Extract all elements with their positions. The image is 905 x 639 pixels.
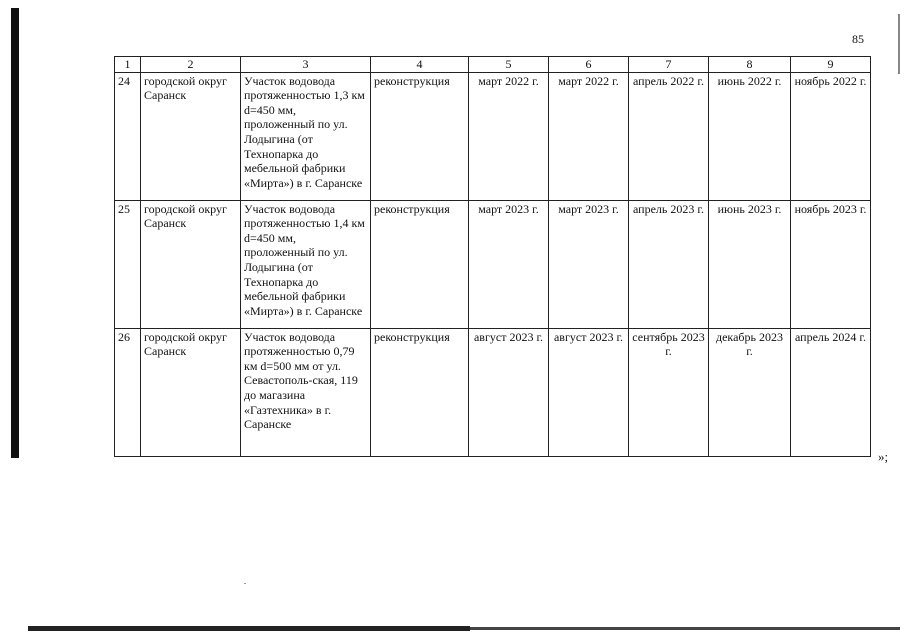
district-cell: городской округ Саранск bbox=[141, 200, 241, 328]
table-header-row bbox=[115, 57, 871, 73]
date-cell: ноябрь 2023 г. bbox=[791, 200, 871, 328]
date-cell: декабрь 2023 г. bbox=[709, 328, 791, 456]
object-cell: Участок водовода протяженностью 1,3 км d=450 мм, проложенный по ул. Лодыгина (от Технопарка до мебельной фабрики «Мирта») в г. Саранске bbox=[241, 72, 371, 200]
district-cell: городской округ Саранск bbox=[141, 328, 241, 456]
work-type-cell: реконструкция bbox=[371, 200, 469, 328]
date-cell: март 2023 г. bbox=[549, 200, 629, 328]
date-cell: сентябрь 2023 г. bbox=[629, 328, 709, 456]
header-cell: 7 bbox=[629, 57, 709, 73]
table-row bbox=[115, 72, 871, 200]
header-cell: 1 bbox=[115, 57, 141, 73]
scan-edge-left bbox=[11, 8, 19, 458]
schedule-table bbox=[114, 56, 871, 457]
date-cell: июнь 2022 г. bbox=[709, 72, 791, 200]
table-row bbox=[115, 328, 871, 456]
date-cell: август 2023 г. bbox=[549, 328, 629, 456]
row-number: 24 bbox=[115, 72, 141, 200]
date-cell: апрель 2023 г. bbox=[629, 200, 709, 328]
scan-edge-bottom bbox=[28, 626, 470, 631]
closing-quote-mark: »; bbox=[878, 449, 889, 464]
scan-edge-bottom-thin bbox=[470, 627, 900, 630]
date-cell: август 2023 г. bbox=[469, 328, 549, 456]
scan-edge-right bbox=[898, 14, 900, 74]
district-cell: городской округ Саранск bbox=[141, 72, 241, 200]
date-cell: март 2022 г. bbox=[549, 72, 629, 200]
header-cell: 8 bbox=[709, 57, 791, 73]
date-cell: март 2022 г. bbox=[469, 72, 549, 200]
date-cell: март 2023 г. bbox=[469, 200, 549, 328]
object-cell: Участок водовода протяженностью 1,4 км d=450 мм, проложенный по ул. Лодыгина (от Технопарка до мебельной фабрики «Мирта») в г. Саранске bbox=[241, 200, 371, 328]
work-type-cell: реконструкция bbox=[371, 72, 469, 200]
header-cell: 3 bbox=[241, 57, 371, 73]
header-cell: 5 bbox=[469, 57, 549, 73]
header-cell: 6 bbox=[549, 57, 629, 73]
table-row bbox=[115, 200, 871, 328]
date-cell: апрель 2022 г. bbox=[629, 72, 709, 200]
date-cell: апрель 2024 г. bbox=[791, 328, 871, 456]
work-type-cell: реконструкция bbox=[371, 328, 469, 456]
scan-speck bbox=[244, 583, 246, 584]
header-cell: 9 bbox=[791, 57, 871, 73]
row-number: 25 bbox=[115, 200, 141, 328]
date-cell: ноябрь 2022 г. bbox=[791, 72, 871, 200]
header-cell: 4 bbox=[371, 57, 469, 73]
object-cell: Участок водовода протяженностью 0,79 км d=500 мм от ул. Севастополь-ская, 119 до магазина «Газтехника» в г. Саранске bbox=[241, 328, 371, 456]
header-cell: 2 bbox=[141, 57, 241, 73]
page-number: 85 bbox=[852, 32, 864, 46]
date-cell: июнь 2023 г. bbox=[709, 200, 791, 328]
row-number: 26 bbox=[115, 328, 141, 456]
